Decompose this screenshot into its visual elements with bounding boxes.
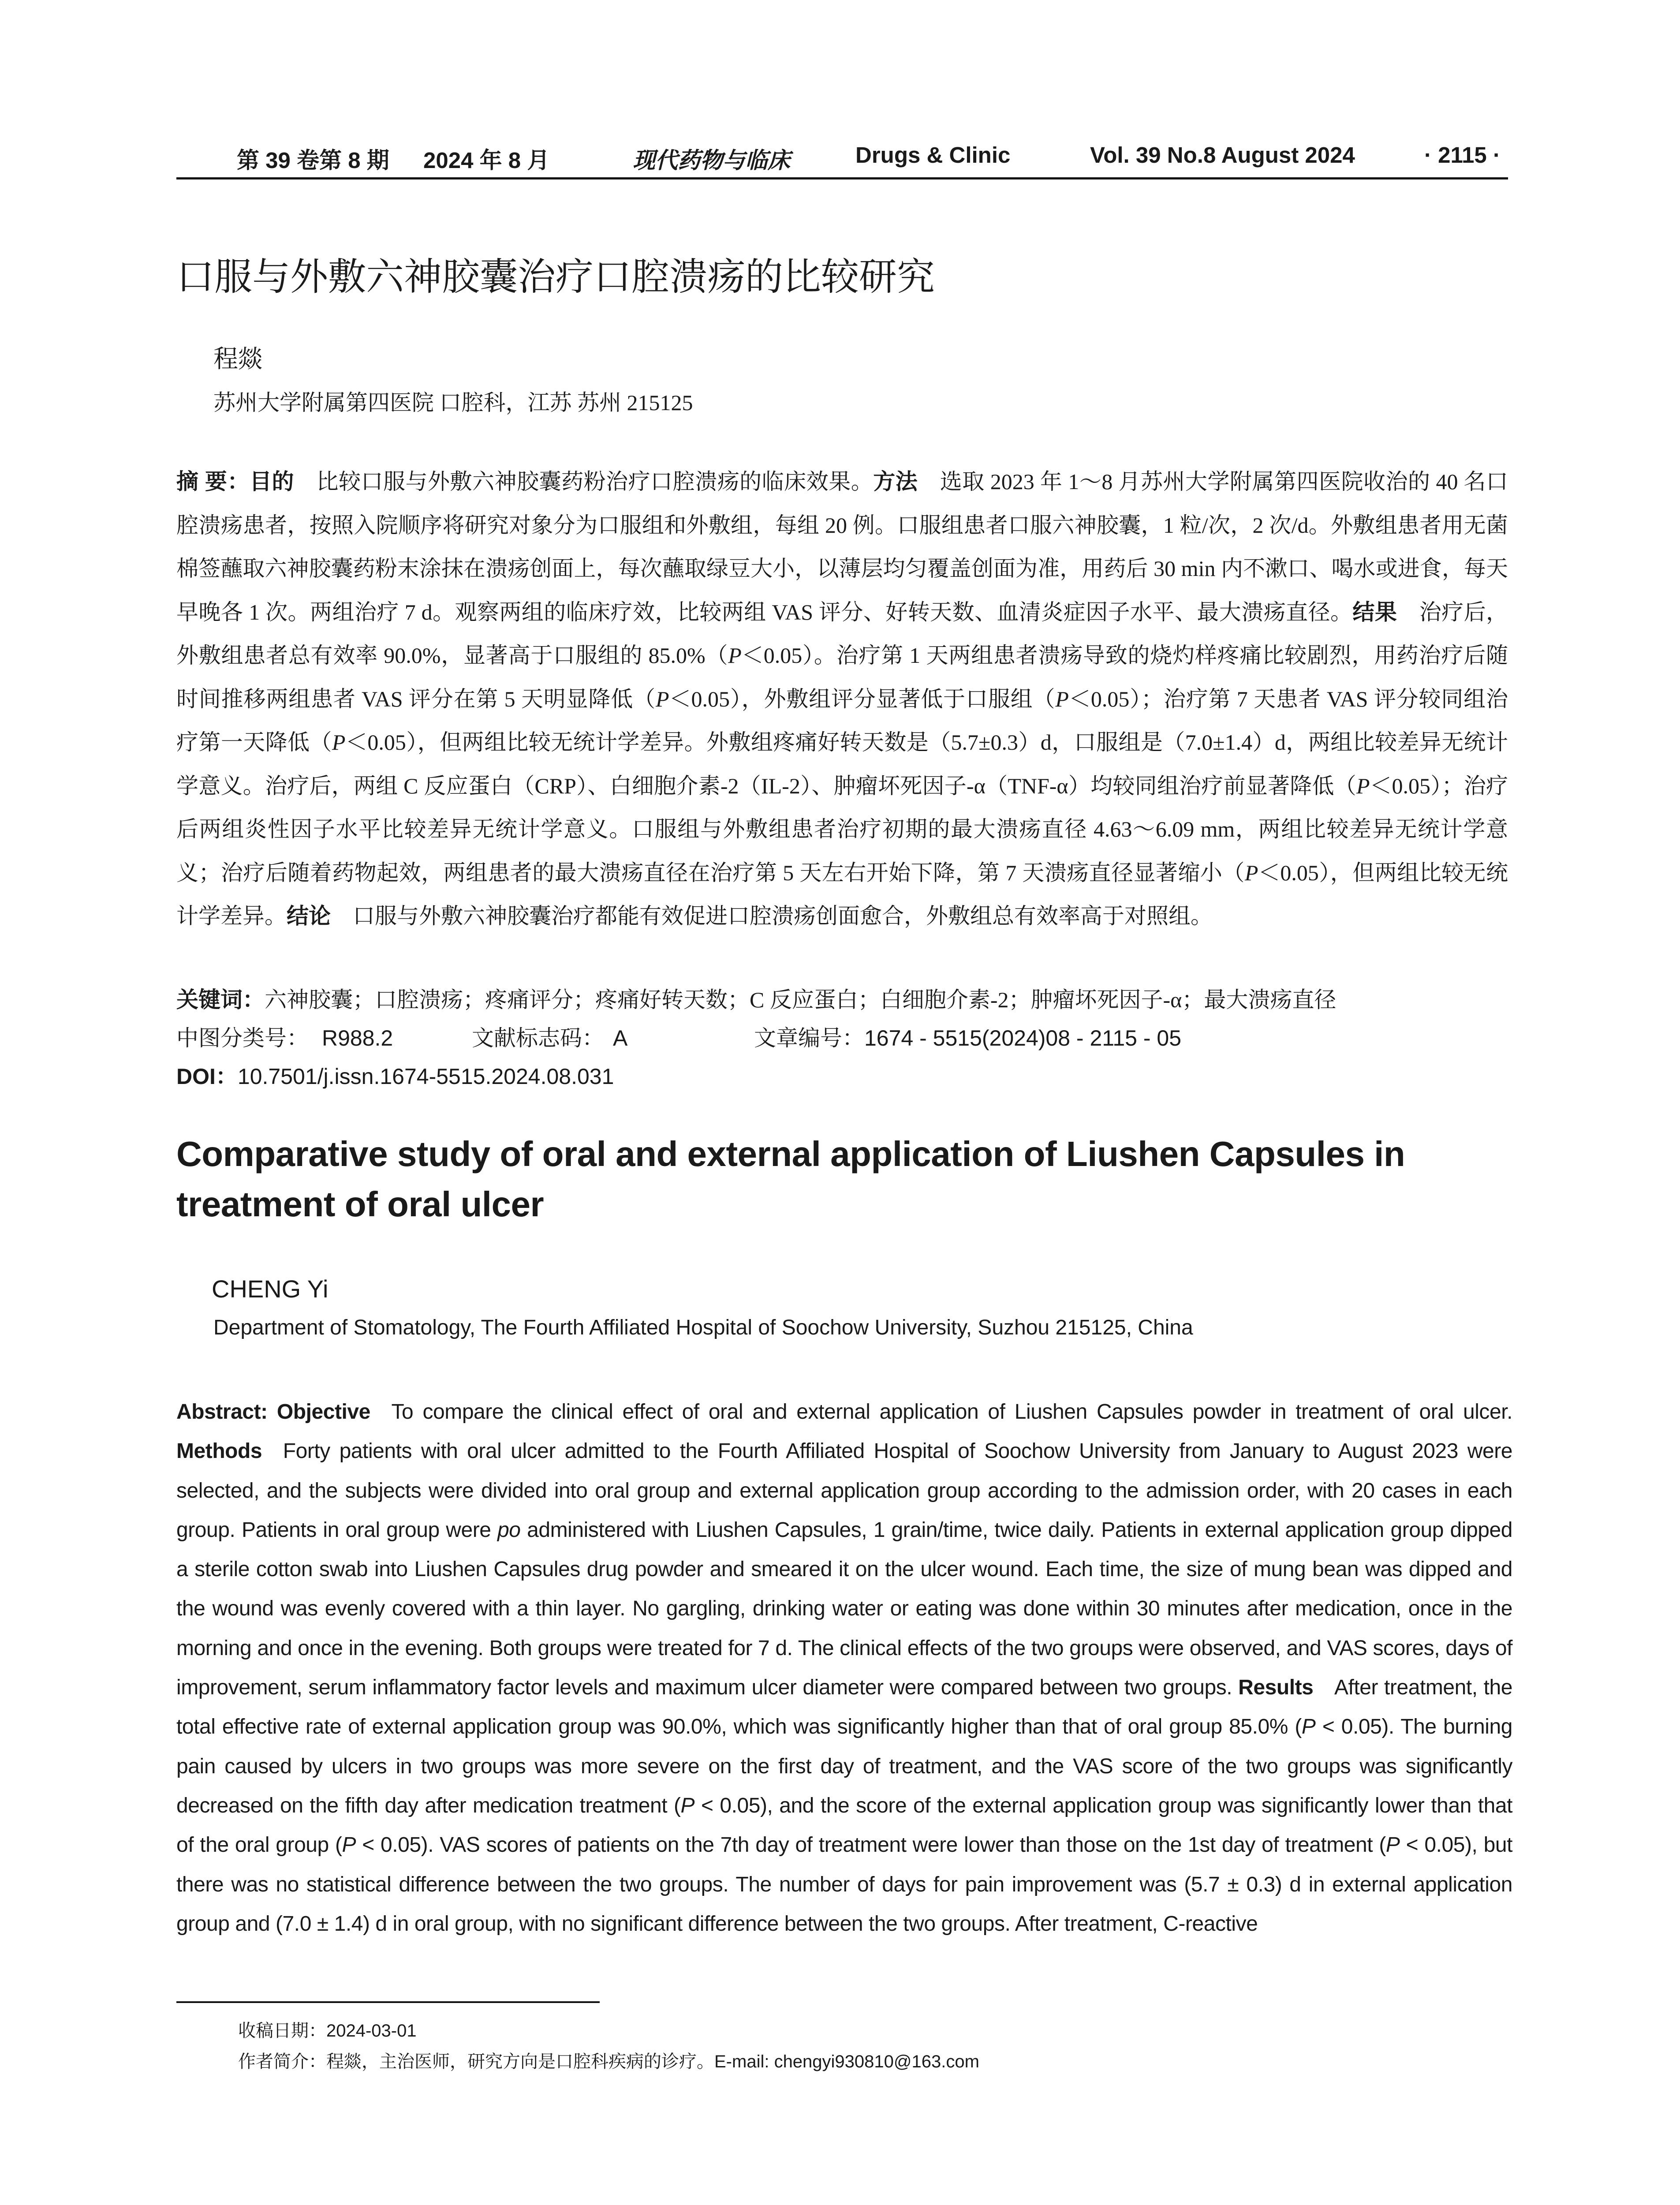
footnote-received — [238, 2017, 417, 2042]
methods-label-zh: 方法 — [873, 469, 918, 494]
p-value-symbol: P — [1055, 686, 1069, 711]
classification-line — [176, 1017, 1508, 1060]
results-text-en: After treatment, the total effective rate of external application group was 90.0%, which was significantly higher than that of oral group 85.0% ( — [176, 1676, 1512, 1739]
p-value-symbol: P — [655, 686, 669, 711]
p-value-symbol: P — [332, 730, 346, 755]
header-journal-zh: 现代药物与临床 — [633, 149, 791, 173]
affiliation-zh: 苏州大学附属第四医院 口腔科，江苏 苏州 215125 — [213, 390, 693, 415]
results-label-zh: 结果 — [1352, 599, 1397, 624]
p-value-symbol: P — [1301, 1715, 1316, 1739]
objective-text-zh: 比较口服与外敷六神胶囊药粉治疗口腔溃疡的临床效果。 — [316, 469, 874, 494]
doi-value[interactable]: 10.7501/j.issn.1674-5515.2024.08.031 — [237, 1064, 614, 1089]
p-value-symbol: P — [1244, 860, 1258, 885]
conclusion-label-zh: 结论 — [287, 904, 331, 928]
methods-text-en: Forty patients with oral ulcer admitted to the Fourth Affiliated Hospital of Soochow University from January to August 2023 were selected, and the subjects were divided into oral group and external application group according to the admission order, with 20 cases in each group. Patients in oral group were — [176, 1439, 1512, 1542]
objective-label-zh: 目的 — [249, 469, 294, 494]
objective-text-en: To compare the clinical effect of oral and external application of Liushen Capsules powder in treatment of oral ulcer. — [391, 1400, 1513, 1424]
keywords-text: 六神胶囊；口腔溃疡；疼痛评分；疼痛好转天数；C 反应蛋白；白细胞介素-2；肿瘤坏死因子-α；最大溃疡直径 — [265, 987, 1337, 1012]
results-text-zh: ＜0.05）。治疗第 1 天两组患者溃疡导致的烧灼样疼痛比较剧烈，用药治疗后随时间推移两组患者 VAS 评分在第 5 天明显降低（ — [176, 643, 1508, 711]
p-value-symbol: P — [728, 643, 742, 668]
doc-code-label: 文献标志码： — [472, 1026, 604, 1050]
abstract-zh — [176, 460, 1508, 938]
author-zh: 程燚 — [213, 346, 263, 373]
doi-line — [176, 1055, 1508, 1099]
author-bio-label: 作者简介： — [238, 2052, 326, 2071]
keywords-label: 关键词： — [176, 987, 265, 1012]
results-text-zh: ＜0.05），但两组比较无统计学差异。 — [176, 860, 1508, 928]
affiliation-en: Department of Stomatology, The Fourth Affiliated Hospital of Soochow University, Suzhou 215125, China — [213, 1316, 1193, 1339]
abstract-zh-label: 摘 要： — [176, 469, 250, 494]
p-value-symbol: P — [680, 1794, 695, 1817]
footnote-rule — [176, 2001, 600, 2003]
doc-code-value: A — [613, 1026, 628, 1050]
results-text-en: < 0.05), and the score of the external application group was significantly lower than that of the oral group ( — [176, 1794, 1512, 1857]
header-date-zh: 2024 年 8 月 — [423, 148, 550, 173]
results-label-en: Results — [1238, 1676, 1314, 1700]
results-text-en: < 0.05). VAS scores of patients on the 7th day of treatment were lower than those on the 1st day of treatment ( — [362, 1833, 1386, 1857]
results-text-zh: ＜0.05），但两组比较无统计学差异。外敷组疼痛好转天数是（5.7±0.3）d，口服组是（7.0±1.4）d，两组比较差异无统计学意义。治疗后，两组 C 反应蛋白（CRP）、白细胞介素-2（IL-2）、肿瘤坏死因子-α（TNF-α）均较同组治疗前显著降低（ — [176, 730, 1508, 798]
running-header — [176, 142, 1508, 177]
conclusion-text-zh: 口服与外敷六神胶囊治疗都能有效促进口腔溃疡创面愈合，外敷组总有效率高于对照组。 — [353, 904, 1213, 928]
p-value-symbol: P — [1356, 773, 1370, 798]
abstract-en — [176, 1392, 1512, 1943]
article-no-value: 1674 - 5515(2024)08 - 2115 - 05 — [864, 1026, 1182, 1050]
author-en: CHENG Yi — [212, 1275, 329, 1303]
received-label: 收稿日期： — [238, 2021, 326, 2041]
methods-po-en: po — [497, 1518, 521, 1542]
keywords-zh — [176, 978, 1508, 1022]
results-text-zh: ＜0.05）；治疗后两组炎性因子水平比较差异无统计学意义。口服组与外敷组患者治疗初期的最大溃疡直径 4.63～6.09 mm，两组比较差异无统计学意义；治疗后随着药物起效，两组患者的最大溃疡直径在治疗第 5 天左右开始下降，第 7 天溃疡直径显著缩小（ — [176, 773, 1508, 885]
methods-text-en: administered with Liushen Capsules, 1 grain/time, twice daily. Patients in external application group dipped a sterile cotton swab into Liushen Capsules drug powder and smeared it on the ulcer wound. Each time, the size of mung bean was dipped and the wound was evenly covered with a thin layer. No gargling, drinking water or eating was done within 30 minutes after medication, once in the morning and once in the evening. Both groups were treated for 7 d. The clinical effects of the two groups were observed, and VAS scores, days of improvement, serum inflammatory factor levels and maximum ulcer diameter were compared between two groups. — [176, 1518, 1512, 1700]
clc-label: 中图分类号： — [176, 1026, 309, 1050]
doi-label: DOI： — [176, 1064, 238, 1089]
results-text-en: < 0.05), but there was no statistical difference between the two groups. The number of days for pain improvement was (5.7 ± 0.3) d in external application group and (7.0 ± 1.4) d in oral group, with no significant difference between the two groups. After treatment, C-reactive — [176, 1833, 1512, 1936]
p-value-symbol: P — [1385, 1833, 1400, 1857]
results-text-zh: 治疗后，外敷组患者总有效率 90.0%，显著高于口服组的 85.0%（ — [176, 599, 1508, 668]
clc-value: R988.2 — [322, 1026, 393, 1050]
methods-label-en: Methods — [176, 1439, 262, 1463]
title-zh: 口服与外敷六神胶囊治疗口腔溃疡的比较研究 — [176, 256, 935, 298]
article-no-label: 文章编号： — [754, 1026, 864, 1050]
header-volume-en: Vol. 39 No.8 August 2024 — [1090, 142, 1355, 168]
received-date: 2024-03-01 — [326, 2021, 417, 2041]
results-text-zh: ＜0.05），外敷组评分显著低于口服组（ — [669, 686, 1056, 711]
p-value-symbol: P — [342, 1833, 356, 1857]
objective-label-en: Objective — [276, 1400, 370, 1424]
header-page-number: · 2115 · — [1424, 142, 1501, 168]
results-text-zh: ＜0.05）；治疗第 7 天患者 VAS 评分较同组治疗第一天降低（ — [176, 686, 1508, 755]
abstract-en-label: Abstract: — [176, 1400, 268, 1424]
title-en: Comparative study of oral and external application of Liushen Capsules in treatment of oral ulcer — [176, 1134, 1405, 1224]
methods-text-zh: 选取 2023 年 1～8 月苏州大学附属第四医院收治的 40 名口腔溃疡患者，按照入院顺序将研究对象分为口服组和外敷组，每组 20 例。口服组患者口服六神胶囊，1 粒/次，2 次/d。外敷组患者用无菌棉签蘸取六神胶囊药粉末涂抹在溃疡创面上，每次蘸取绿豆大小，以薄层均匀覆盖创面为准，用药后 30 min 内不漱口、喝水或进食，每天早晚各 1 次。两组治疗 7 d。观察两组的临床疗效，比较两组 VAS 评分、好转天数、血清炎症因子水平、最大溃疡直径。 — [176, 469, 1508, 624]
header-journal-en: Drugs & Clinic — [855, 142, 1011, 168]
footnote-author-bio — [238, 2048, 979, 2073]
results-text-en: < 0.05). The burning pain caused by ulcers in two groups was more severe on the first day of treatment, and the VAS score of the two groups was significantly decreased on the fifth day after medication treatment ( — [176, 1715, 1512, 1817]
header-rule — [176, 177, 1508, 179]
header-volume-zh: 第 39 卷第 8 期 — [237, 148, 389, 173]
author-bio-text: 程燚，主治医师，研究方向是口腔科疾病的诊疗。E-mail: chengyi930810@163.com — [326, 2052, 979, 2071]
